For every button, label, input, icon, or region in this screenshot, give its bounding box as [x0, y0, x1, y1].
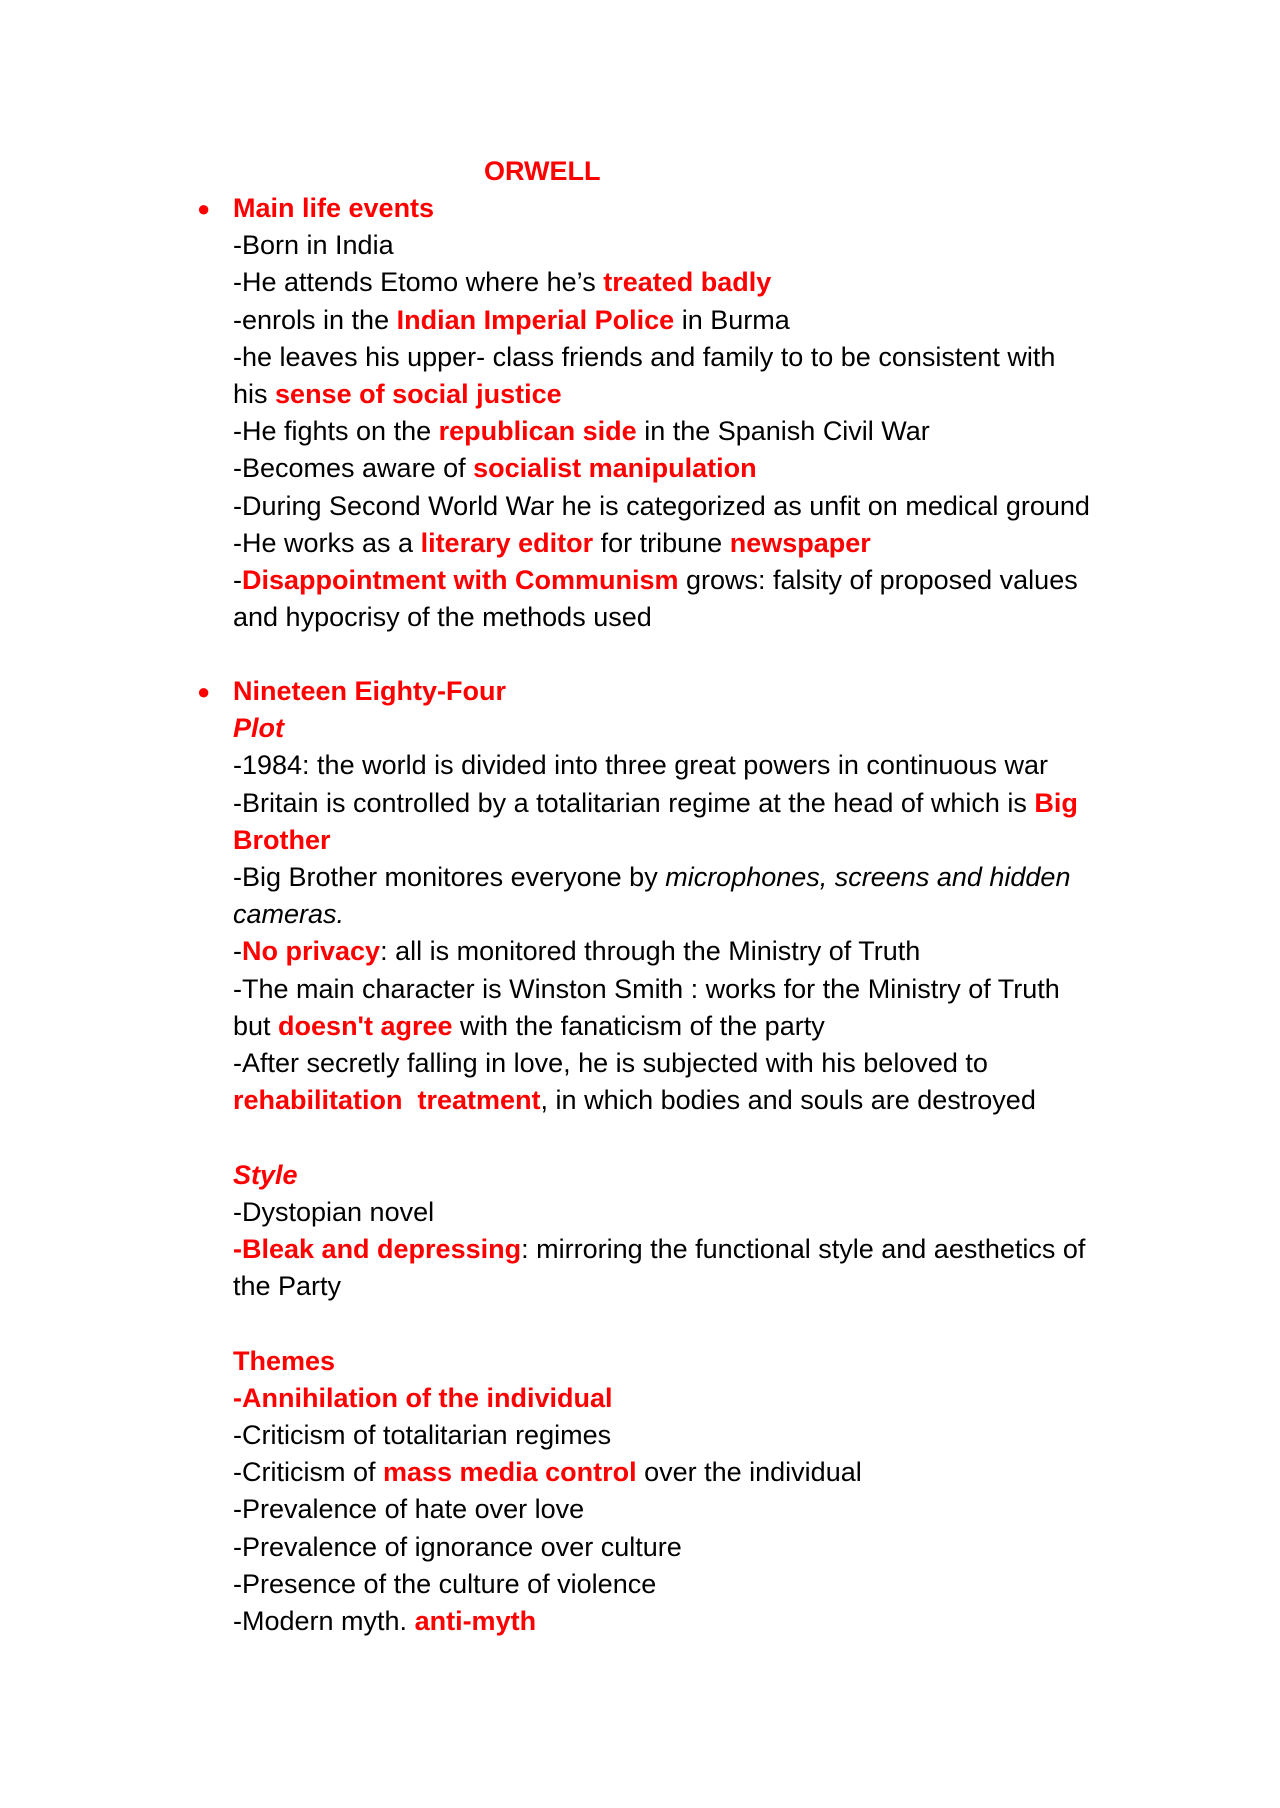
- italic-text: cameras.: [233, 899, 345, 930]
- text-line: -Criticism of totalitarian regimes: [233, 1420, 612, 1451]
- highlight-text: anti-myth: [414, 1606, 537, 1637]
- text-line: -He fights on the republican side in the Spanish Civil War: [233, 416, 930, 447]
- highlight-text: Brother: [233, 824, 331, 855]
- text-line: -Big Brother monitores everyone by microphones, screens and hidden: [233, 862, 1071, 893]
- spacer: [233, 1119, 1133, 1156]
- subheading-themes: Themes: [233, 1345, 336, 1376]
- text-line: -Modern myth. anti-myth: [233, 1606, 537, 1637]
- text-line: -Becomes aware of socialist manipulation: [233, 453, 757, 484]
- bullet-icon: ●: [197, 679, 211, 704]
- highlight-text: Disappointment with Communism: [242, 565, 679, 596]
- highlight-text: mass media control: [383, 1457, 637, 1488]
- text-line: -He attends Etomo where he’s treated badly: [233, 267, 772, 298]
- text-line: -1984: the world is divided into three great powers in continuous war: [233, 750, 1048, 781]
- section-heading: Nineteen Eighty-Four: [233, 676, 507, 706]
- text-line: his sense of social justice: [233, 379, 562, 410]
- highlight-text: No privacy: [242, 936, 381, 967]
- spacer: [233, 1305, 1133, 1342]
- highlight-text: literary editor: [420, 527, 594, 558]
- text-line: -The main character is Winston Smith : works for the Ministry of Truth: [233, 973, 1060, 1004]
- highlight-text: Big: [1034, 787, 1078, 818]
- text-line: the Party: [233, 1271, 342, 1302]
- text-line: and hypocrisy of the methods used: [233, 602, 652, 633]
- text-line: -Britain is controlled by a totalitarian regime at the head of which is Big: [233, 787, 1078, 818]
- highlight-text: Bleak and depressing: [242, 1234, 522, 1265]
- subheading-style: Style: [233, 1159, 298, 1190]
- highlight-text: Indian Imperial Police: [396, 304, 675, 335]
- section-nineteen-eighty-four: [197, 673, 1133, 1640]
- highlight-text: republican side: [438, 416, 637, 447]
- section-main-life-events: [197, 190, 1133, 636]
- text-line: -Dystopian novel: [233, 1196, 435, 1227]
- highlight-text: treated badly: [603, 267, 772, 298]
- highlight-text: socialist manipulation: [473, 453, 757, 484]
- section-heading: Main life events: [233, 193, 435, 223]
- text-line: -He works as a literary editor for tribune newspaper: [233, 527, 871, 558]
- page-title: ORWELL: [484, 156, 601, 186]
- subheading-plot: Plot: [233, 713, 284, 744]
- text-line: -Annihilation of the individual: [233, 1382, 613, 1413]
- text-line: -Born in India: [233, 230, 394, 261]
- text-line: -Disappointment with Communism grows: falsity of proposed values: [233, 565, 1078, 596]
- text-line: -Prevalence of hate over love: [233, 1494, 585, 1525]
- highlight-text: rehabilitation treatment: [233, 1085, 541, 1116]
- bullet-icon: ●: [197, 196, 211, 221]
- text-line: -Bleak and depressing: mirroring the functional style and aesthetics of: [233, 1234, 1086, 1265]
- text-line: -No privacy: all is monitored through the Ministry of Truth: [233, 936, 921, 967]
- text-line: rehabilitation treatment, in which bodies and souls are destroyed: [233, 1085, 1036, 1116]
- italic-text: microphones, screens and hidden: [665, 862, 1071, 893]
- highlight-text: Annihilation of the individual: [242, 1382, 613, 1413]
- text-line: -Presence of the culture of violence: [233, 1568, 657, 1599]
- highlight-text: doesn't agree: [278, 1010, 453, 1041]
- text-line: -Criticism of mass media control over the individual: [233, 1457, 862, 1488]
- text-line: -Prevalence of ignorance over culture: [233, 1531, 682, 1562]
- highlight-text: sense of social justice: [275, 379, 562, 410]
- text-line: but doesn't agree with the fanaticism of the party: [233, 1010, 825, 1041]
- highlight-text: newspaper: [729, 527, 871, 558]
- text-line: -he leaves his upper- class friends and family to to be consistent with: [233, 341, 1056, 372]
- text-line: -After secretly falling in love, he is subjected with his beloved to: [233, 1048, 988, 1079]
- text-line: -enrols in the Indian Imperial Police in Burma: [233, 304, 790, 335]
- text-line: -During Second World War he is categorized as unfit on medical ground: [233, 490, 1090, 521]
